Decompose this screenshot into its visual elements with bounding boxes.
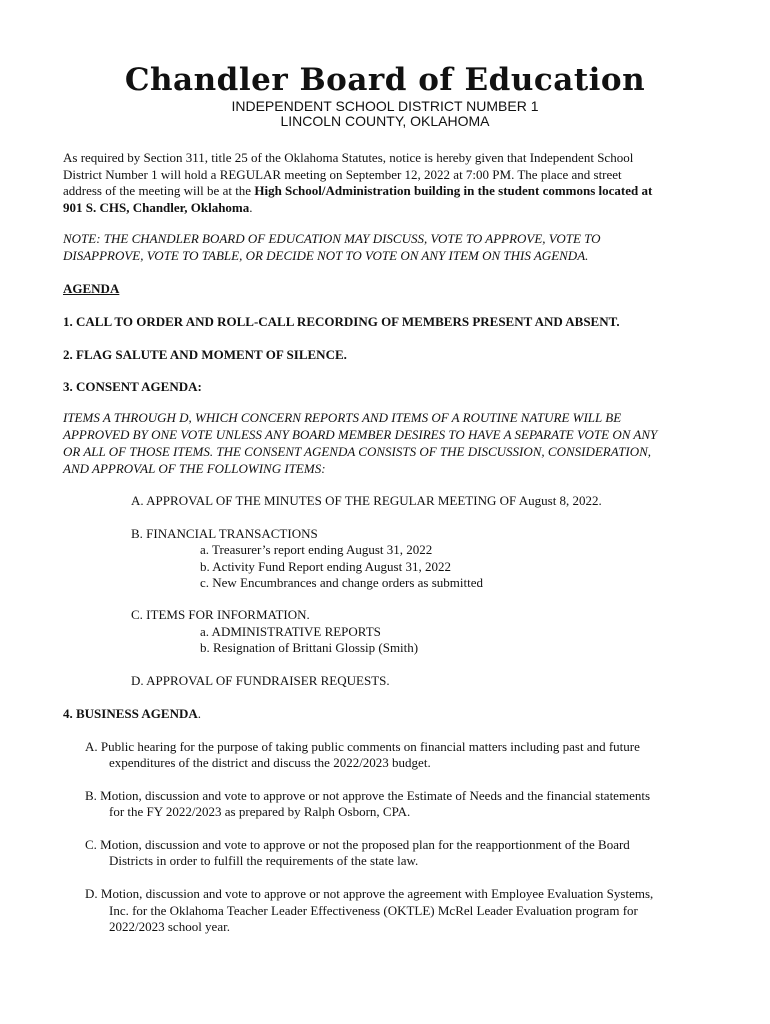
consent-item-b: B. FINANCIAL TRANSACTIONS [131,526,318,541]
consent-item-b-a: a. Treasurer’s report ending August 31, 2022 [200,542,433,557]
notice-line-2: District Number 1 will hold a REGULAR meeting on September 12, 2022 at 7:00 PM. The place and street [63,167,622,182]
agenda-item-3: 3. CONSENT AGENDA: [63,379,202,394]
business-heading-text: 4. BUSINESS AGENDA [63,706,198,721]
notice-location: High School/Administration building in the student commons located at [254,183,653,198]
business-heading [63,705,201,722]
notice-line-3 [63,182,652,199]
notice-text: address of the meeting will be at the [63,183,255,198]
consent-item-d: D. APPROVAL OF FUNDRAISER REQUESTS. [131,673,390,688]
business-item-b-line-1: B. Motion, discussion and vote to approve or not approve the Estimate of Needs and the financial statements [85,788,651,803]
consent-note-line-3: OR ALL OF THOSE ITEMS. THE CONSENT AGENDA CONSISTS OF THE DISCUSSION, CONSIDERATION, [63,444,652,459]
consent-item-b-c: c. New Encumbrances and change orders as submitted [200,575,484,590]
notice-period: . [249,200,253,215]
page-title: Chandler Board of Education [124,62,646,98]
consent-item-b-b: b. Activity Fund Report ending August 31, 2022 [200,559,451,574]
business-item-d-line-1: D. Motion, discussion and vote to approve or not approve the agreement with Employee Evaluation Systems, [85,886,654,901]
notice-address: 901 S. CHS, Chandler, Oklahoma [63,200,250,215]
district-name: INDEPENDENT SCHOOL DISTRICT NUMBER 1 [231,98,539,114]
business-heading-period: . [197,706,201,721]
notice-line-4 [63,199,253,216]
business-item-a-line-2: expenditures of the district and discuss the 2022/2023 budget. [109,755,431,770]
consent-item-c-b: b. Resignation of Brittani Glossip (Smith) [200,640,419,655]
agenda-item-2: 2. FLAG SALUTE AND MOMENT OF SILENCE. [63,347,347,362]
county-name: LINCOLN COUNTY, OKLAHOMA [280,113,490,129]
consent-item-c: C. ITEMS FOR INFORMATION. [131,607,310,622]
note-line-2: DISAPPROVE, VOTE TO TABLE, OR DECIDE NOT TO VOTE ON ANY ITEM ON THIS AGENDA. [63,248,589,263]
agenda-heading: AGENDA [63,281,120,296]
business-item-c-line-1: C. Motion, discussion and vote to approve or not the proposed plan for the reapportionment of the Board [85,837,630,852]
consent-note-line-2: APPROVED BY ONE VOTE UNLESS ANY BOARD MEMBER DESIRES TO HAVE A SEPARATE VOTE ON ANY [63,427,658,442]
business-item-d-line-3: 2022/2023 school year. [109,919,230,934]
consent-note-line-1: ITEMS A THROUGH D, WHICH CONCERN REPORTS AND ITEMS OF A ROUTINE NATURE WILL BE [63,410,622,425]
agenda-item-1: 1. CALL TO ORDER AND ROLL-CALL RECORDING OF MEMBERS PRESENT AND ABSENT. [63,314,620,329]
business-item-d-line-2: Inc. for the Oklahoma Teacher Leader Effectiveness (OKTLE) McRel Leader Evaluation program for [109,903,638,918]
notice-line-1: As required by Section 311, title 25 of the Oklahoma Statutes, notice is hereby given that Independent School [63,150,634,165]
business-item-c-line-2: Districts in order to fulfill the requirements of the state law. [109,853,419,868]
consent-item-a: A. APPROVAL OF THE MINUTES OF THE REGULAR MEETING OF August 8, 2022. [131,493,602,508]
business-item-a-line-1: A. Public hearing for the purpose of taking public comments on financial matters including past and future [85,739,640,754]
consent-note-line-4: AND APPROVAL OF THE FOLLOWING ITEMS: [63,461,326,476]
consent-item-c-a: a. ADMINISTRATIVE REPORTS [200,624,381,639]
business-item-b-line-2: for the FY 2022/2023 as prepared by Ralph Osborn, CPA. [109,804,411,819]
note-line-1: NOTE: THE CHANDLER BOARD OF EDUCATION MAY DISCUSS, VOTE TO APPROVE, VOTE TO [63,231,601,246]
